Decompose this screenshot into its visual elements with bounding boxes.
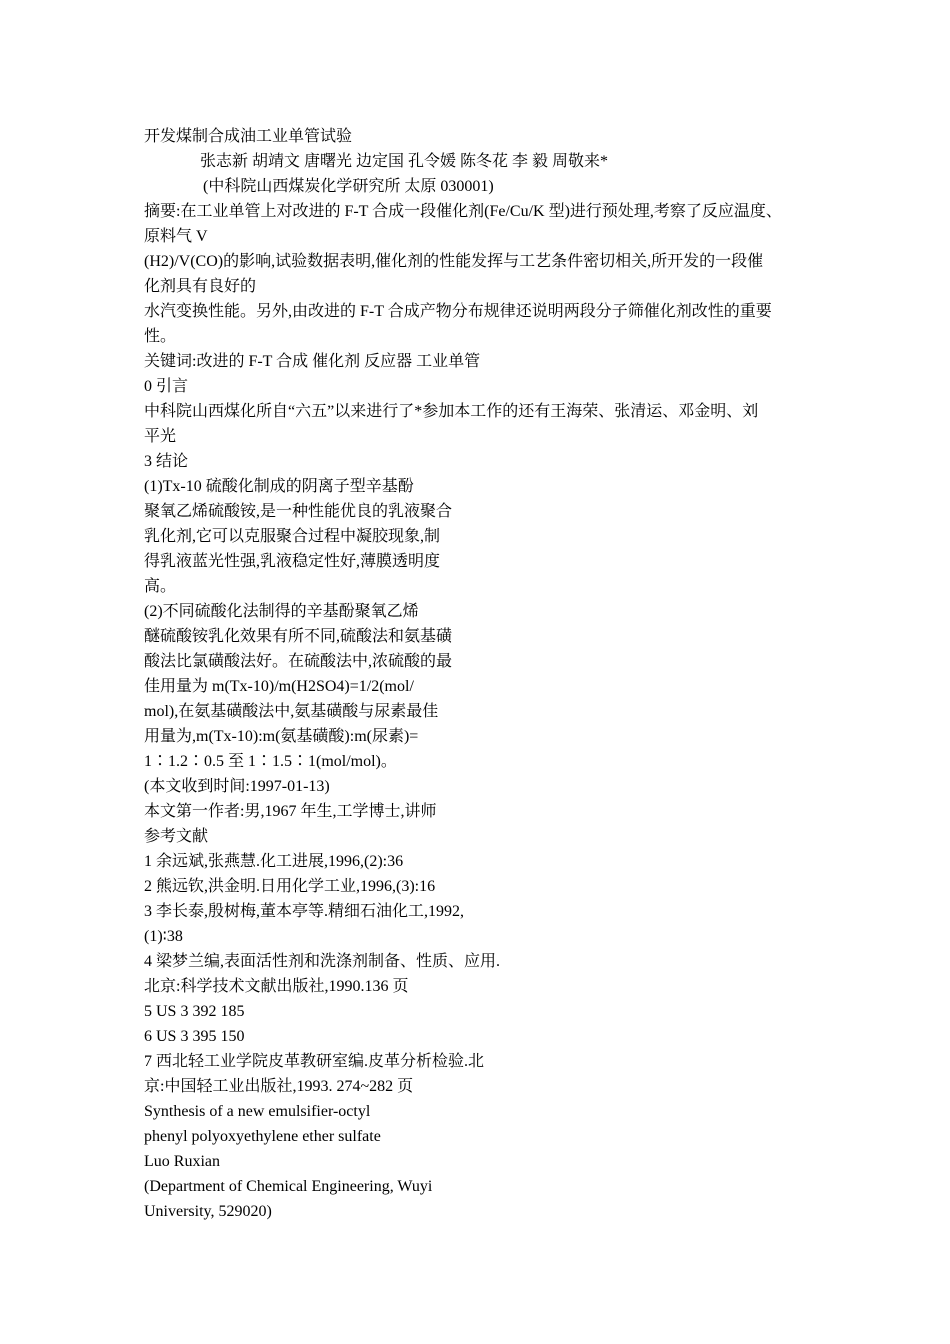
conclusion-line: 醚硫酸铵乳化效果有所不同,硫酸法和氨基磺 [144,628,453,645]
conclusion-line: (1)Tx-10 硫酸化制成的阴离子型辛基酚 [144,478,414,495]
conclusion-line: 酸法比氯磺酸法好。在硫酸法中,浓硫酸的最 [144,653,453,670]
reference-item: 7 西北轻工业学院皮革教研室编.皮革分析检验.北 [144,1053,485,1070]
author-note: 本文第一作者:男,1967 年生,工学博士,讲师 [144,803,437,820]
conclusion-line: 用量为,m(Tx-10):m(氨基磺酸):m(尿素)= [144,728,419,745]
conclusion-line: (2)不同硫酸化法制得的辛基酚聚氧乙烯 [144,603,419,620]
conclusion-line: mol),在氨基磺酸法中,氨基磺酸与尿素最佳 [144,703,439,720]
conclusion-line: 聚氧乙烯硫酸铵,是一种性能优良的乳液聚合 [144,503,453,520]
intro-line: 中科院山西煤化所自“六五”以来进行了*参加本工作的还有王海荣、张清运、邓金明、刘 [144,403,759,420]
english-affiliation-line: (Department of Chemical Engineering, Wuyi [144,1178,433,1195]
english-author: Luo Ruxian [144,1153,220,1170]
abstract-line: 摘要:在工业单管上对改进的 F-T 合成一段催化剂(Fe/Cu/K 型)进行预处理,考察了反应温度、 [144,203,782,220]
reference-item: 京:中国轻工业出版社,1993. 274~282 页 [144,1078,414,1095]
conclusion-line: 1∶1.2∶0.5 至 1∶1.5∶1(mol/mol)。 [144,753,397,770]
reference-item: 3 李长泰,殷树梅,董本亭等.精细石油化工,1992, [144,903,465,920]
author-list: 张志新 胡靖文 唐曙光 边定国 孔令媛 陈冬花 李 毅 周敬来* [200,153,609,170]
intro-heading: 0 引言 [144,378,189,395]
intro-line: 平光 [144,428,177,445]
affiliation: (中科院山西煤炭化学研究所 太原 030001) [203,178,494,195]
document-title: 开发煤制合成油工业单管试验 [144,128,353,145]
reference-item: 5 US 3 392 185 [144,1003,245,1020]
conclusion-line: 得乳液蓝光性强,乳液稳定性好,薄膜透明度 [144,553,441,570]
abstract-line: 水汽变换性能。另外,由改进的 F-T 合成产物分布规律还说明两段分子筛催化剂改性的重要 [144,303,772,320]
received-date: (本文收到时间:1997-01-13) [144,778,330,795]
reference-item: 1 余远斌,张燕慧.化工进展,1996,(2):36 [144,853,404,870]
english-title-line: Synthesis of a new emulsifier-octyl [144,1103,371,1120]
abstract-line: 性。 [144,328,177,345]
conclusion-heading: 3 结论 [144,453,189,470]
reference-item: 6 US 3 395 150 [144,1028,245,1045]
conclusion-line: 乳化剂,它可以克服聚合过程中凝胶现象,制 [144,528,441,545]
english-affiliation-line: University, 529020) [144,1203,272,1220]
reference-item: (1)∶38 [144,928,183,945]
reference-item: 2 熊远钦,洪金明.日用化学工业,1996,(3):16 [144,878,436,895]
keywords: 关键词:改进的 F-T 合成 催化剂 反应器 工业单管 [144,353,481,370]
references-heading: 参考文献 [144,828,209,845]
abstract-line: 原料气 V [144,228,208,245]
abstract-line: 化剂具有良好的 [144,278,257,295]
abstract-line: (H2)/V(CO)的影响,试验数据表明,催化剂的性能发挥与工艺条件密切相关,所开发的一段催 [144,253,764,270]
conclusion-line: 高。 [144,578,177,595]
reference-item: 4 梁梦兰编,表面活性剂和洗涤剂制备、性质、应用. [144,953,501,970]
conclusion-line: 佳用量为 m(Tx-10)/m(H2SO4)=1/2(mol/ [144,678,414,695]
reference-item: 北京:科学技术文献出版社,1990.136 页 [144,978,409,995]
english-title-line: phenyl polyoxyethylene ether sulfate [144,1128,381,1145]
